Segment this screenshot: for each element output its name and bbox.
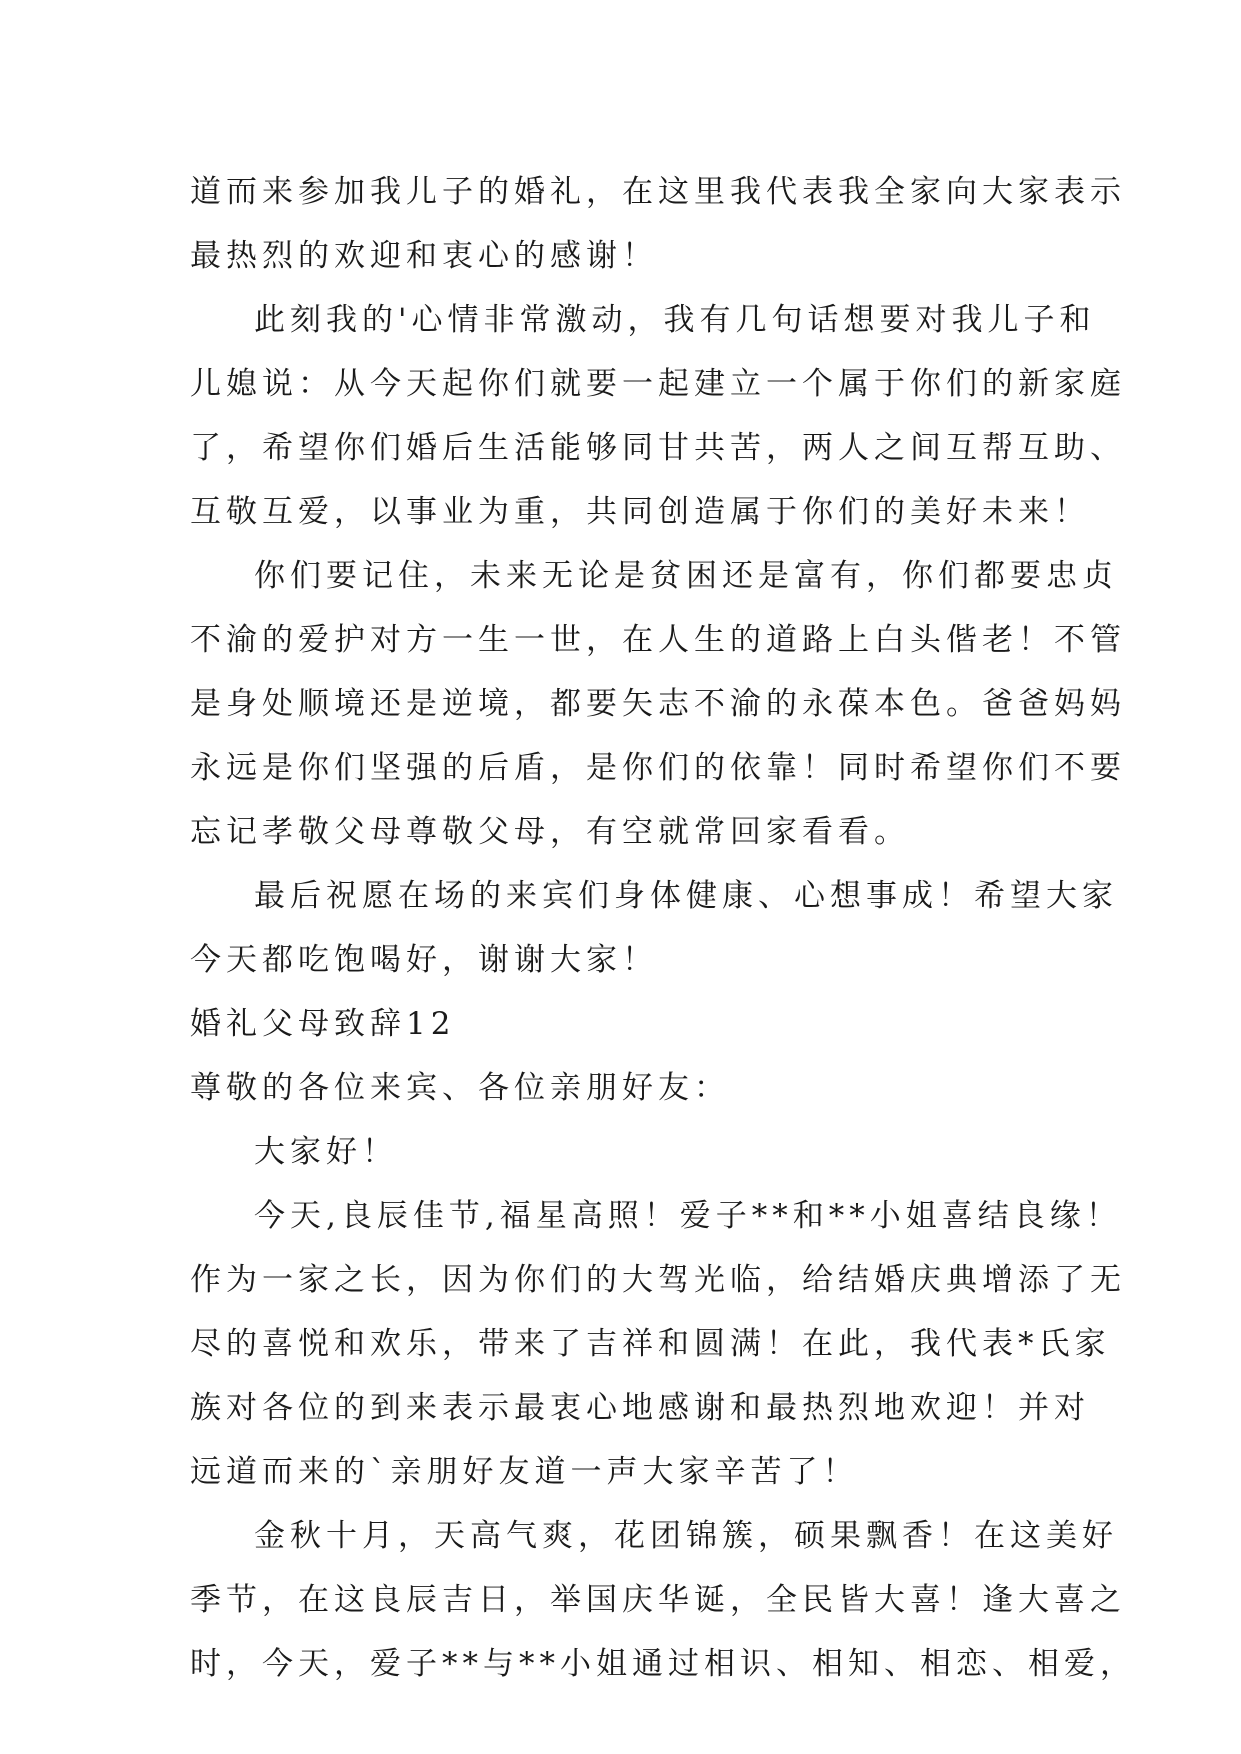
text-line: 尽的喜悦和欢乐，带来了吉祥和圆满！在此，我代表*氏家 xyxy=(190,1326,1111,1362)
text-line: 此刻我的'心情非常激动，我有几句话想要对我儿子和 xyxy=(254,302,1096,338)
section-heading: 婚礼父母致辞12 xyxy=(190,1006,456,1042)
text-line: 互敬互爱，以事业为重，共同创造属于你们的美好未来！ xyxy=(190,494,1090,530)
text-line: 儿媳说：从今天起你们就要一起建立一个属于你们的新家庭 xyxy=(190,366,1126,402)
text-line: 今天,良辰佳节,福星高照！爱子**和**小姐喜结良缘！ xyxy=(254,1198,1122,1234)
text-line: 时，今天，爱子**与**小姐通过相识、相知、相恋、相爱， xyxy=(190,1646,1136,1682)
text-line: 族对各位的到来表示最衷心地感谢和最热烈地欢迎！并对 xyxy=(190,1390,1090,1426)
text-line: 不渝的爱护对方一生一世，在人生的道路上白头偕老！不管 xyxy=(190,622,1126,658)
text-line: 是身处顺境还是逆境，都要矢志不渝的永葆本色。爸爸妈妈 xyxy=(190,686,1126,722)
greeting: 大家好！ xyxy=(254,1134,398,1170)
salutation: 尊敬的各位来宾、各位亲朋好友： xyxy=(190,1070,730,1106)
text-line: 永远是你们坚强的后盾，是你们的依靠！同时希望你们不要 xyxy=(190,750,1126,786)
text-line: 忘记孝敬父母尊敬父母，有空就常回家看看。 xyxy=(190,814,910,850)
text-line: 今天都吃饱喝好，谢谢大家！ xyxy=(190,942,658,978)
document-body xyxy=(190,160,1136,1696)
text-line: 了，希望你们婚后生活能够同甘共苦，两人之间互帮互助、 xyxy=(190,430,1126,466)
text-line: 金秋十月，天高气爽，花团锦簇，硕果飘香！在这美好 xyxy=(254,1518,1118,1554)
text-line: 季节，在这良辰吉日，举国庆华诞，全民皆大喜！逢大喜之 xyxy=(190,1582,1126,1618)
text-line: 道而来参加我儿子的婚礼，在这里我代表我全家向大家表示 xyxy=(190,174,1126,210)
text-line: 最后祝愿在场的来宾们身体健康、心想事成！希望大家 xyxy=(254,878,1118,914)
text-line: 你们要记住，未来无论是贫困还是富有，你们都要忠贞 xyxy=(254,558,1118,594)
text-line: 远道而来的`亲朋好友道一声大家辛苦了！ xyxy=(190,1454,859,1490)
text-line: 最热烈的欢迎和衷心的感谢！ xyxy=(190,238,658,274)
text-line: 作为一家之长，因为你们的大驾光临，给结婚庆典增添了无 xyxy=(190,1262,1126,1298)
